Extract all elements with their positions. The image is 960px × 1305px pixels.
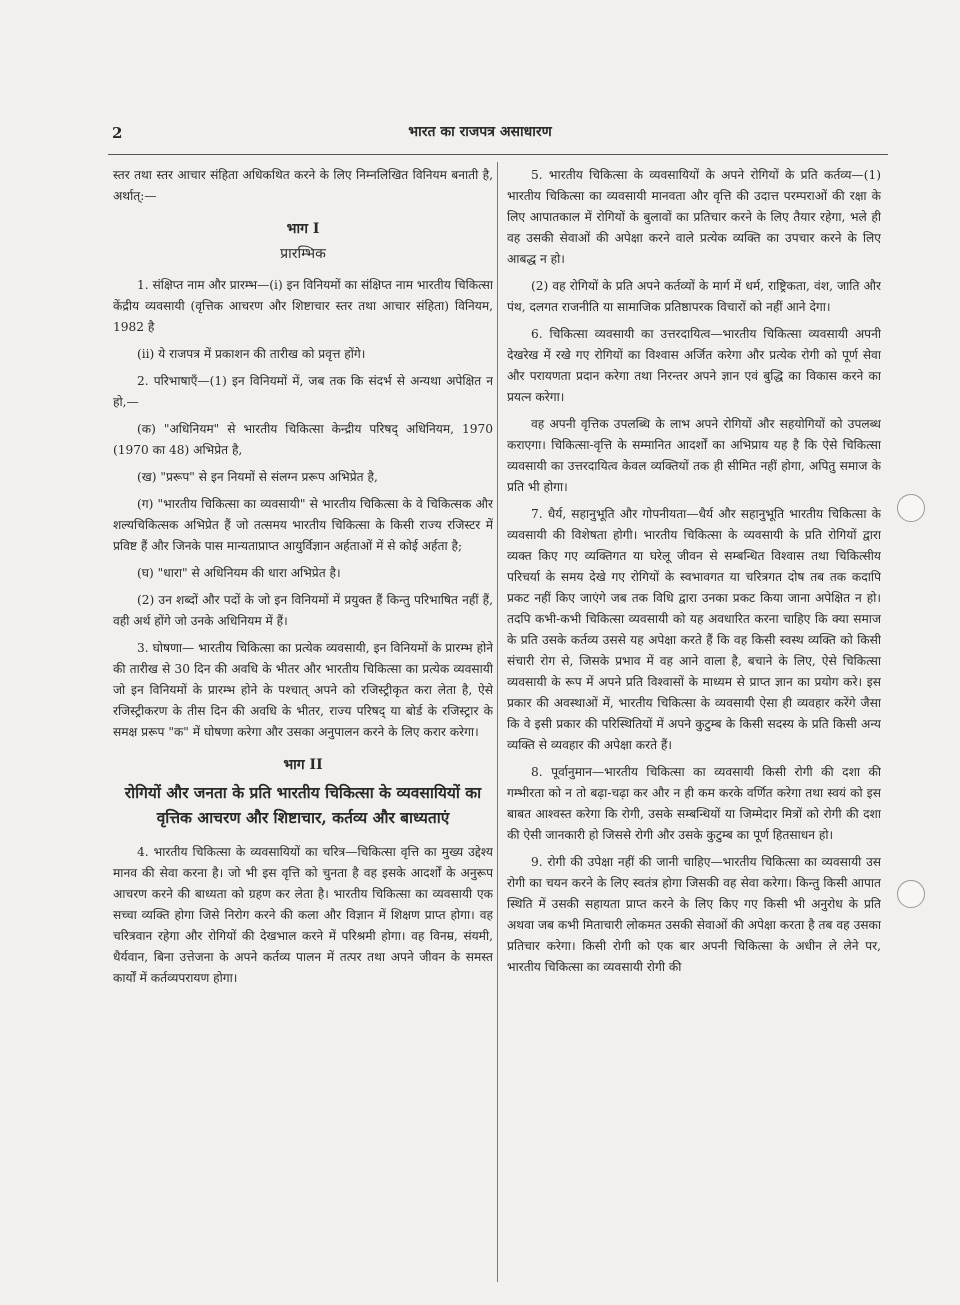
part-1-subtitle: प्रारम्भिक <box>280 246 326 262</box>
section-1-ii: (ii) ये राजपत्र में प्रकाशन की तारीख को प्रवृत्त होंगे। <box>137 347 366 361</box>
section-4: 4. भारतीय चिकित्सा के व्यवसायियों का चरित्र—चिकित्सा वृत्ति का मुख्य उद्देश्य मानव की सेवा करना है। जो भी इस वृत्ति को चुनता है वह इसके आदर्शों के अनुरूप आचरण करने की बाध्यता को ग्रहण कर लेता है। भारतीय चिकित्सा का व्यवसायी एक सच्चा व्यक्ति होगा जिसे निरोग करने की कला और विज्ञान में शिक्षण प्राप्त होगा। वह चरित्रवान रहेगा और रोगियों की देखभाल करने में परिश्रमी होगा। वह विनम्र, संयमी, धैर्यवान, बिना उत्तेजना के अपने कर्तव्य पालन में तत्पर तथा अपने जीवन के समस्त कार्यों में कर्तव्यपरायण होगा। <box>113 845 493 985</box>
punch-hole-top <box>897 494 925 522</box>
right-column <box>507 165 881 1290</box>
section-6: 6. चिकित्सा व्यवसायी का उत्तरदायित्व—भारतीय चिकित्सा व्यवसायी अपनी देखरेख में रखे गए रोगियों का विश्वास अर्जित करेगा और प्रत्येक रोगी को पूर्ण सेवा और परायणता प्रदान करेगा तथा निरन्तर अपने ज्ञान एवं बुद्धि का विकास करने का प्रयत्न करेगा। <box>507 327 881 404</box>
page-number: 2 <box>112 124 123 142</box>
part-2-title: भाग II <box>283 757 323 773</box>
section-3: 3. घोषणा— भारतीय चिकित्सा का प्रत्येक व्यवसायी, इन विनियमों के प्रारम्भ होने की तारीख से 30 दिन की अवधि के भीतर और भारतीय चिकित्सा का प्रत्येक व्यवसायी जो इन विनियमों के प्रारम्भ होने के पश्चात् अपने को रजिस्ट्रीकृत करा लेता है, ऐसे रजिस्ट्रीकरण के तीस दिन की अवधि के भीतर, राज्य परिषद् या बोर्ड के रजिस्ट्रार के समक्ष प्ररूप "क" में घोषणा करेगा और उसका अनुपालन करने के लिए करार करेगा। <box>113 641 493 739</box>
page-header-title: भारत का राजपत्र असाधारण <box>408 124 552 140</box>
intro-text: स्तर तथा स्तर आचार संहिता अधिकथित करने के लिए निम्नलिखित विनियम बनाती है, अर्थात्:— <box>113 168 493 203</box>
part-2-heading: रोगियों और जनता के प्रति भारतीय चिकित्सा के व्यवसायियों का वृत्तिक आचरण और शिष्टाचार, कर्तव्य और बाध्यताएं <box>124 783 482 827</box>
section-5-2: (2) वह रोगियों के प्रति अपने कर्तव्यों के मार्ग में धर्म, राष्ट्रिकता, वंश, जाति और पंथ, दलगत राजनीति या सामाजिक प्रतिष्ठापरक विचारों को नहीं आने देगा। <box>507 279 881 314</box>
column-divider <box>497 162 498 1282</box>
section-2-a: (क) "अधिनियम" से भारतीय चिकित्सा केन्द्रीय परिषद् अधिनियम, 1970 (1970 का 48) अभिप्रेत है, <box>113 422 493 457</box>
section-2-b: (ख) "प्ररूप" से इन नियमों से संलग्न प्ररूप अभिप्रेत है, <box>137 470 378 484</box>
punch-hole-bottom <box>897 880 925 908</box>
header-rule <box>108 154 888 155</box>
section-8: 8. पूर्वानुमान—भारतीय चिकित्सा का व्यवसायी किसी रोगी की दशा की गम्भीरता को न तो बढ़ा-चढ़ा कर और न ही कम करके वर्णित करेगा तथा स्वयं को इस बाबत आश्वस्त करेगा कि रोगी, उसके सम्बन्धियों या जिम्मेदार मित्रों को रोगी की दशा की ऐसी जानकारी हो जिससे रोगी और उसके कुटुम्ब का पूर्ण हितसाधन हो। <box>507 765 881 842</box>
section-5: 5. भारतीय चिकित्सा के व्यवसायियों के अपने रोगियों के प्रति कर्तव्य—(1) भारतीय चिकित्सा का व्यवसायी मानवता और वृत्ति की उदात्त परम्पराओं की रक्षा के लिए आपातकाल में रोगियों के बुलावों का प्रतिचार करने के लिए तैयार रहेगा, भले ही वह उसकी सेवाओं की अपेक्षा करने वाले प्रत्येक व्यक्ति का उपचार करने के लिए आबद्ध न हो। <box>507 168 881 266</box>
left-column <box>113 165 493 1290</box>
section-6-b: वह अपनी वृत्तिक उपलब्धि के लाभ अपने रोगियों और सहयोगियों को उपलब्ध कराएगा। चिकित्सा-वृत्ति के सम्मानित आदर्शों का अभिप्राय यह है कि ऐसे चिकित्सा व्यवसायी का उत्तरदायित्व केवल व्यक्तियों तक ही सीमित नहीं होगा, अपितु समाज के प्रति भी होगा। <box>507 417 881 494</box>
part-1-title: भाग I <box>286 221 320 237</box>
section-7: 7. धैर्य, सहानुभूति और गोपनीयता—धैर्य और सहानुभूति भारतीय चिकित्सा के व्यवसायी की विशेषता होगी। भारतीय चिकित्सा के व्यवसायी के प्रति रोगियों द्वारा व्यक्त किए गए व्यक्तिगत या घरेलू जीवन से सम्बन्धित विश्वास तथा चिकित्सीय परिचर्या के समय देखे गए रोगियों के स्वभावगत या चरित्रगत दोष तब तक कदापि प्रकट नहीं किए जाएंगे जब तक विधि द्वारा उनका प्रकट किया जाना अपेक्षित न हो। तदपि कभी-कभी चिकित्सा व्यवसायी को यह अवधारित करना चाहिए कि क्या समाज के प्रति उसके कर्तव्य उससे यह अपेक्षा करते हैं कि वह किसी स्वस्थ व्यक्ति को किसी संचारी रोग से, जिसके प्रभाव में वह आने वाला है, बचाने के लिए, ऐसे चिकित्सा व्यवसायी के रूप में अपने प्रति विश्वासों के माध्यम से प्राप्त ज्ञान का प्रयोग करे। इस प्रकार की अवस्थाओं में, भारतीय चिकित्सा के व्यवसायी ऐसा ही व्यवहार करेंगे जैसा कि वे इसी प्रकार की परिस्थितियों में अपने कुटुम्ब के किसी सदस्य के प्रति किसी अन्य व्यक्ति से व्यवहार की अपेक्षा करते हैं। <box>507 507 881 752</box>
section-9: 9. रोगी की उपेक्षा नहीं की जानी चाहिए—भारतीय चिकित्सा का व्यवसायी उस रोगी का चयन करने के लिए स्वतंत्र होगा जिसकी वह सेवा करेगा। किन्तु किसी आपात स्थिति में उसकी सहायता प्राप्त करने के लिए किए गए किसी भी अनुरोध के प्रति अथवा जब कभी मिताचारी लोकमत उसकी सेवाओं की अपेक्षा करता है तब वह उसका प्रतिचार करेगा। किसी रोगी को एक बार अपनी चिकित्सा के अधीन ले लेने पर, भारतीय चिकित्सा का व्यवसायी रोगी की <box>507 855 881 974</box>
section-2-d: (घ) "धारा" से अधिनियम की धारा अभिप्रेत है। <box>137 566 341 580</box>
section-2-c: (ग) "भारतीय चिकित्सा का व्यवसायी" से भारतीय चिकित्सा के वे चिकित्सक और शल्यचिकित्सक अभिप्रेत हैं जो तत्समय भारतीय चिकित्सा के किसी राज्य रजिस्टर में प्रविष्ट हैं और जिनके पास मान्यताप्राप्त आयुर्विज्ञान अर्हताओं में से कोई अर्हता है; <box>113 497 493 553</box>
section-1: 1. संक्षिप्त नाम और प्रारम्भ—(i) इन विनियमों का संक्षिप्त नाम भारतीय चिकित्सा केंद्रीय व्यवसायी (वृत्तिक आचरण और शिष्टाचार स्तर तथा आचार संहिता) विनियम, 1982 है <box>113 278 493 334</box>
section-2-2: (2) उन शब्दों और पदों के जो इन विनियमों में प्रयुक्त हैं किन्तु परिभाषित नहीं हैं, वही अर्थ होंगे जो उनके अधिनियम में हैं। <box>113 593 493 628</box>
section-2: 2. परिभाषाएँ—(1) इन विनियमों में, जब तक कि संदर्भ से अन्यथा अपेक्षित न हो,— <box>113 374 493 409</box>
